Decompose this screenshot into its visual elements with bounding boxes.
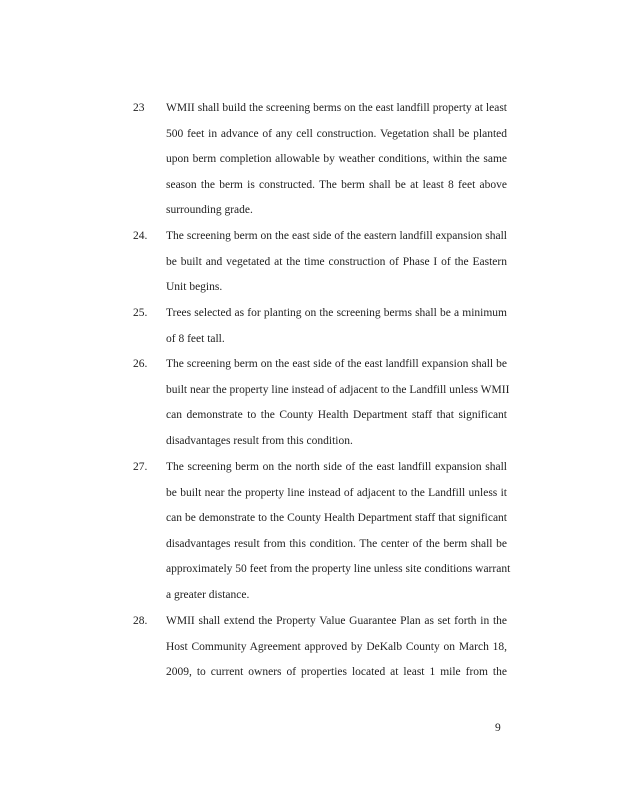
condition-paragraph xyxy=(133,224,507,301)
paragraph-number: 26. xyxy=(133,358,148,370)
paragraph-line: Trees selected as for planting on the screening berms shall be a minimum xyxy=(166,307,507,319)
paragraph-line: can be demonstrate to the County Health Department staff that significant xyxy=(166,512,507,525)
paragraph-line: WMII shall extend the Property Value Guarantee Plan as set forth in the xyxy=(166,615,507,627)
paragraph-line: approximately 50 feet from the property line unless site conditions warrant xyxy=(166,563,511,576)
paragraph-line: disadvantages result from this condition. The center of the berm shall be xyxy=(166,537,507,550)
paragraph-number: 28. xyxy=(133,615,148,627)
condition-paragraph xyxy=(133,301,507,352)
paragraph-line: Unit begins. xyxy=(166,281,223,294)
paragraph-number: 24. xyxy=(133,230,148,242)
paragraph-line: disadvantages result from this condition. xyxy=(166,434,353,447)
paragraph-line: The screening berm on the east side of the east landfill expansion shall be xyxy=(166,358,507,370)
paragraph-line: built near the property line instead of adjacent to the Landfill unless WMII xyxy=(166,383,510,396)
paragraph-number: 23 xyxy=(133,102,145,114)
paragraph-number: 25. xyxy=(133,307,148,319)
condition-paragraph xyxy=(133,455,511,609)
condition-paragraph xyxy=(133,609,507,686)
paragraph-line: can demonstrate to the County Health Department staff that significant xyxy=(166,409,507,422)
paragraph-line: upon berm completion allowable by weather conditions, within the same xyxy=(166,153,507,166)
paragraph-line: 2009, to current owners of properties located at least 1 mile from the xyxy=(166,666,507,679)
paragraph-line: surrounding grade. xyxy=(166,204,253,217)
paragraph-line: 500 feet in advance of any cell construction. Vegetation shall be planted xyxy=(166,127,507,140)
paragraph-line: WMII shall build the screening berms on the east landfill property at least xyxy=(166,102,507,114)
paragraph-line: be built and vegetated at the time construction of Phase I of the Eastern xyxy=(166,255,507,268)
paragraph-line: of 8 feet tall. xyxy=(166,332,225,345)
paragraph-line: The screening berm on the east side of the eastern landfill expansion shall xyxy=(166,230,507,242)
paragraph-line: The screening berm on the north side of the east landfill expansion shall xyxy=(166,461,507,473)
paragraph-line: be built near the property line instead of adjacent to the Landfill unless it xyxy=(166,486,507,499)
paragraph-line: a greater distance. xyxy=(166,588,250,601)
paragraph-number: 27. xyxy=(133,461,148,473)
page-number: 9 xyxy=(495,722,501,734)
condition-paragraph xyxy=(133,96,507,224)
paragraph-line: season the berm is constructed. The berm shall be at least 8 feet above xyxy=(166,178,507,191)
paragraph-line: Host Community Agreement approved by DeKalb County on March 18, xyxy=(166,640,507,653)
condition-paragraph xyxy=(133,352,510,454)
